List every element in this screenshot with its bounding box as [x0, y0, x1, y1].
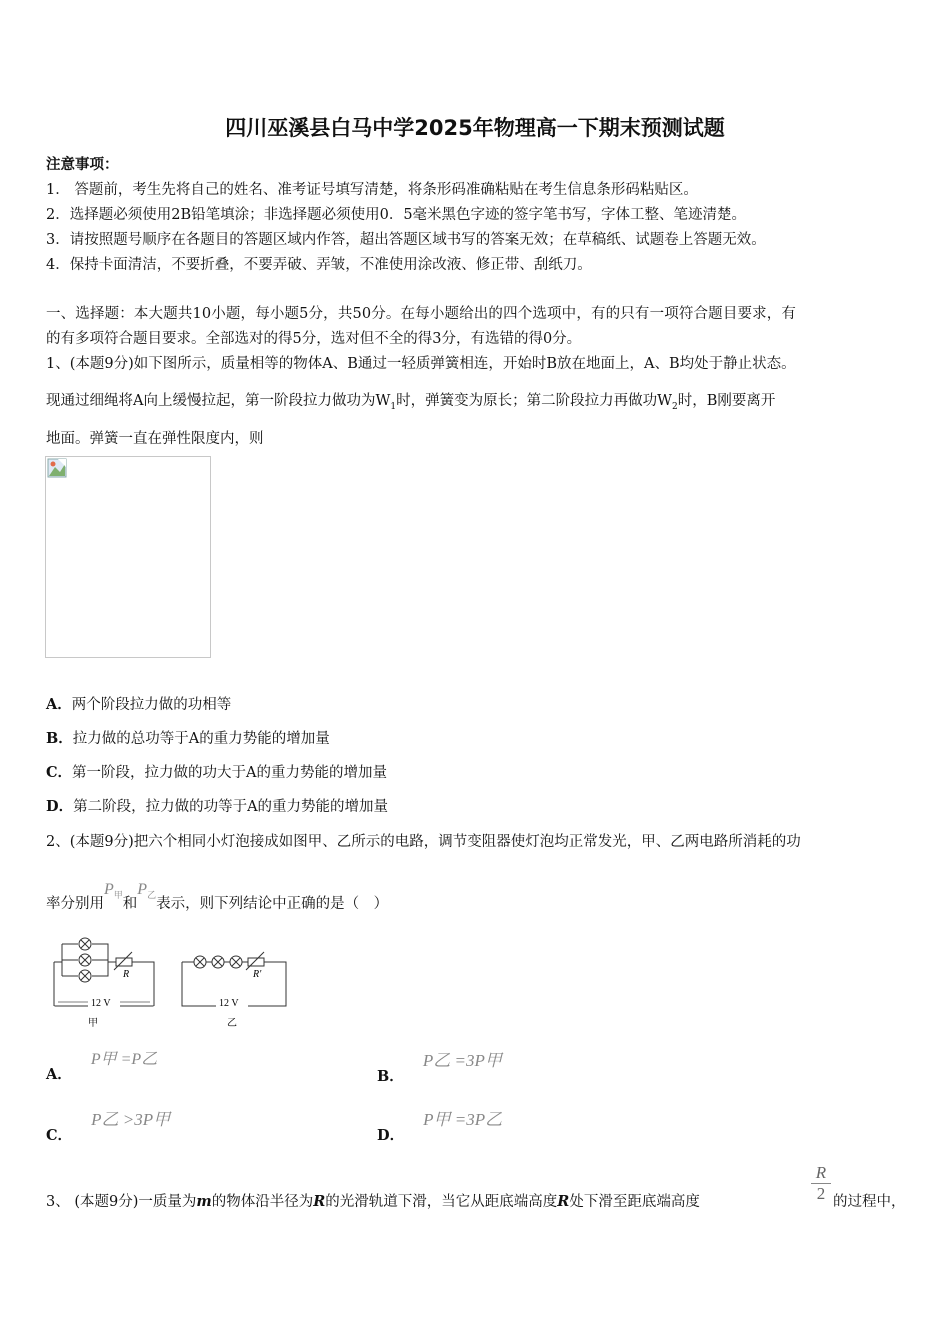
q2-option-d[interactable]: D． P甲 =3P乙 — [377, 1110, 503, 1144]
q1-option-d[interactable]: D．第二阶段，拉力做的功等于A的重力势能的增加量 — [46, 798, 389, 815]
q1-line2: 现通过细绳将A向上缓慢拉起，第一阶段拉力做功为$W_1$时，弹簧变为原长；第二阶段拉力再做功$W_2$时，B刚要离开 — [46, 393, 776, 412]
q3-line1-end: 的过程中， — [833, 1194, 906, 1210]
section1-line2: 的有多项符合题目要求。全部选对的得5分，选对但不全的得3分，有选错的得0分。 — [46, 331, 582, 347]
q1-option-a[interactable]: A．两个阶段拉力做的功相等 — [46, 696, 232, 713]
q2-line1: 2、(本题9分)把六个相同小灯泡接成如图甲、乙所示的电路，调节变阻器使灯泡均正常发光，甲、乙两电路所消耗的功 — [46, 834, 801, 850]
jia-label: 甲 — [88, 1018, 98, 1029]
yi-label: 乙 — [227, 1018, 237, 1029]
fraction-r-over-2: R 2 — [811, 1163, 831, 1204]
section1-line1: 一、选择题：本大题共10小题，每小题5分，共50分。在每小题给出的四个选项中，有的只有一项符合题目要求，有 — [46, 306, 797, 322]
q1-option-c[interactable]: C．第一阶段，拉力做的功大于A的重力势能的增加量 — [46, 764, 388, 781]
jia-voltage: 12 V — [91, 998, 111, 1009]
page-title: 四川巫溪县白马中学2025年物理高一下期末预测试题 — [225, 116, 725, 140]
notice-item: 3．请按照题号顺序在各题目的答题区域内作答，超出答题区域书写的答案无效；在草稿纸、试题卷上答题无效。 — [46, 232, 766, 248]
p-yi-symbol: $P_乙$ — [137, 881, 157, 901]
broken-image-placeholder — [45, 456, 211, 658]
r-label: R — [123, 969, 130, 980]
q1-option-b[interactable]: B．拉力做的总功等于A的重力势能的增加量 — [46, 730, 330, 747]
q1-line3: 地面。弹簧一直在弹性限度内，则 — [46, 431, 264, 447]
notice-item: 1． 答题前，考生先将自己的姓名、准考证号填写清楚，将条形码准确粘贴在考生信息条形码粘贴区。 — [46, 182, 698, 198]
q3-line1: 3、 (本题9分)一质量为m的物体沿半径为R的光滑轨道下滑，当它从距底端高度R处下滑至距底端高度 — [46, 1193, 700, 1210]
q2-option-a[interactable]: A． P甲 =P乙 — [46, 1051, 158, 1083]
notice-item: 4．保持卡面清洁，不要折叠，不要弄破、弄皱，不准使用涂改液、修正带、刮纸刀。 — [46, 257, 592, 273]
q2-option-b[interactable]: B． P乙 =3P甲 — [377, 1051, 502, 1085]
notice-item: 2．选择题必须使用2B铅笔填涂；非选择题必须使用0．5毫米黑色字迹的签字笔书写，字体工整、笔迹清楚。 — [46, 207, 747, 223]
q1-line1: 1、(本题9分)如下图所示，质量相等的物体A、B通过一轻质弹簧相连，开始时B放在地面上，A、B均处于静止状态。 — [46, 356, 796, 372]
circuit-diagram — [50, 932, 290, 1032]
p-jia-symbol: $P_甲$ — [104, 881, 123, 901]
notice-heading: 注意事项： — [46, 156, 119, 173]
broken-image-icon — [47, 458, 67, 478]
q2-line2: 率分别用$P_甲$和$P_乙$表示，则下列结论中正确的是（ ） — [46, 881, 389, 912]
r2-label: R' — [253, 969, 262, 980]
q2-option-c[interactable]: C． P乙 >3P甲 — [46, 1110, 171, 1144]
yi-voltage: 12 V — [219, 998, 239, 1009]
